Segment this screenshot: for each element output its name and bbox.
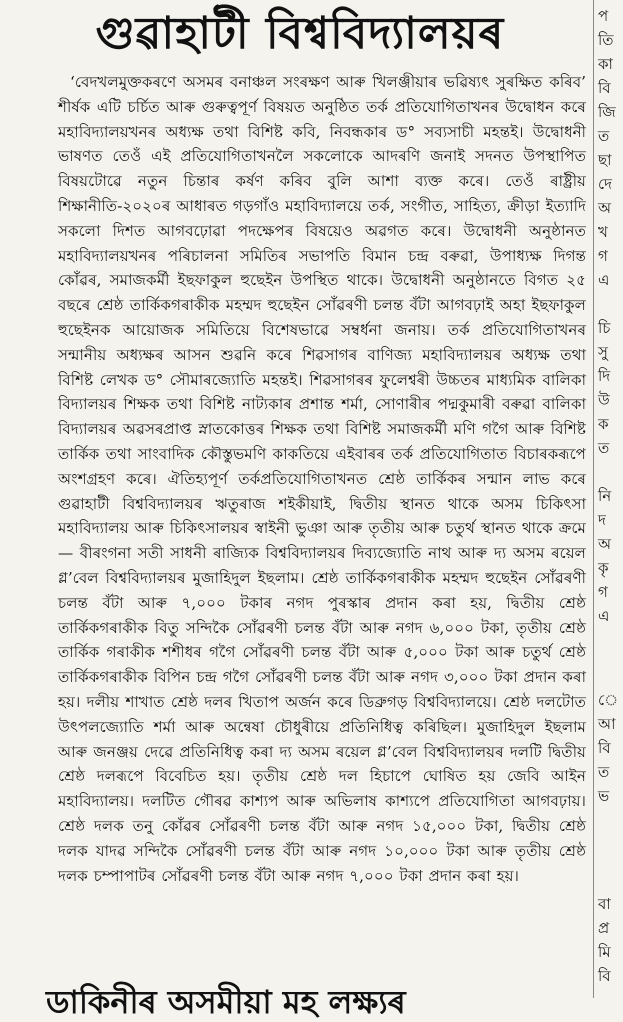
fragment-line: মি: [598, 943, 611, 961]
fragment-line: অ: [598, 535, 611, 553]
fragment-line: ে: [598, 691, 619, 709]
article-headline: গুৱাহাটী বিশ্ববিদ্যালয়ৰ: [95, 8, 505, 59]
fragment-line: ছা: [598, 151, 612, 169]
fragment-line: ত: [598, 763, 610, 781]
fragment-line: আ: [598, 715, 616, 733]
fragment-line: খ: [598, 223, 608, 241]
fragment-line: দ: [598, 511, 606, 529]
fragment-line: বা: [598, 895, 611, 913]
fragment-line: ত: [598, 439, 610, 457]
fragment-line: গ: [598, 247, 608, 265]
fragment-line: দি: [598, 367, 611, 385]
fragment-line: দে: [598, 175, 612, 193]
fragment-line: চি: [598, 319, 611, 337]
fragment-line: এ: [598, 271, 610, 289]
fragment-line: নি: [598, 487, 612, 505]
fragment-line: এ: [598, 607, 610, 625]
fragment-line: ক: [598, 415, 609, 433]
next-article-headline: ডাকিনীৰ অসমীয়া মহ লক্ষ্যৰ: [46, 983, 406, 1021]
column-divider: [593, 0, 594, 998]
fragment-line: ভ: [598, 787, 610, 805]
fragment-line: অ: [598, 199, 611, 217]
fragment-line: গ: [598, 583, 608, 601]
fragment-line: উ: [598, 391, 610, 409]
fragment-line: বি: [598, 967, 611, 985]
fragment-line: কৃ: [598, 559, 609, 577]
fragment-line: বি: [598, 79, 611, 97]
fragment-line: কা: [598, 55, 613, 73]
fragment-line: জি: [598, 103, 616, 121]
fragment-line: প্র: [598, 919, 610, 937]
fragment-line: তি: [598, 31, 614, 49]
article-body: ‘বেদখলমুক্তকৰণে অসমৰ বনাঞ্চল সংৰক্ষণ আৰু খিলঞ্জীয়াৰ ভৱিষ্যৎ সুৰক্ষিত কৰিব’ শীৰ্ষক এটি চৰ্চিত আৰু গুৰুত্বপূৰ্ণ বিষয়ত অনুষ্ঠিত তৰ্ক প্ৰতিযোগিতাখনৰ উদ্বোধন কৰে মহাবিদ্যালয়খনৰ অধ্যক্ষ তথা বিশিষ্ট কবি, নিবন্ধকাৰ ড° সব্যসাচী মহন্তই। উদ্বোধনী ভাষণত তেওঁ এই প্ৰতিযোগিতাখনলৈ সকলোকে আদৰণি জনাই সদনত উপস্থাপিত বিষয়টোৱে নতুন চিন্তাৰ কৰ্ষণ কৰিব বুলি আশা ব্যক্ত কৰে। তেওঁ ৰাষ্ট্ৰীয় শিক্ষানীতি-২০২০ৰ আধাৰত গড়গাঁও মহাবিদ্যালয়ে তৰ্ক, সংগীত, সাহিত্য, ক্ৰীড়া ইত্যাদি সকলো দিশত আগবঢ়োৱা পদক্ষেপৰ বিষয়েও অৱগত কৰে। উদ্বোধনী অনুষ্ঠানত মহাবিদ্যালয়খনৰ পৰিচালনা সমিতিৰ সভাপতি বিমান চন্দ্ৰ বৰুৱা, উপাধ্যক্ষ দিগন্ত কোঁৱৰ, সমাজকৰ্মী ইছফাকুল হুছেইন উপস্থিত থাকে। উদ্বোধনী অনুষ্ঠানতে বিগত ২৫ বছৰে শ্ৰেষ্ঠ তাৰ্কিকগৰাকীক মহম্মদ হুছেইন সোঁৱৰণী চলন্ত বঁটা আগবঢ়াই অহা ইছফাকুল হুছেইনক আয়োজক সমিতিয়ে বিশেষভাৱে সম্বৰ্ধনা জনায়। তৰ্ক প্ৰতিযোগিতাখনৰ সন্মানীয় অধ্যক্ষৰ আসন শুৱনি কৰে শিৱসাগৰ বাণিজ্য মহাবিদ্যালয়ৰ অধ্যক্ষ তথা বিশিষ্ট লেখক ড° সৌমাৰজ্যোতি মহন্তই। শিৱসাগৰৰ ফুলেশ্বৰী উচ্চতৰ মাধ্যমিক বালিকা বিদ্যালয়ৰ শিক্ষক তথা বিশিষ্ট নাট্যকাৰ প্ৰশান্ত শৰ্মা, সোণাৰীৰ পদ্মকুমাৰী বৰুৱা বালিকা বিদ্যালয়ৰ অৱসৰপ্ৰাপ্ত স্নাতকোত্তৰ শিক্ষক তথা বিশিষ্ট সমাজকৰ্মী মণি গগৈ আৰু বিশিষ্ট তাৰ্কিক তথা সাংবাদিক কৌস্তুভমণি কাকতিয়ে এইবাৰৰ তৰ্ক প্ৰতিযোগিতাত বিচাৰকৰূপে অংশগ্ৰহণ কৰে। ঐতিহ্যপূৰ্ণ তৰ্কপ্ৰতিযোগিতাখনত শ্ৰেষ্ঠ তাৰ্কিকৰ সন্মান লাভ কৰে গুৱাহাটী বিশ্ববিদ্যালয়ৰ ঋতুৰাজ শইকীয়াই, দ্বিতীয় স্থানত থাকে অসম চিকিৎসা মহাবিদ্যালয় আৰু চিকিৎসালয়ৰ স্বাইনী ভুঞা আৰু তৃতীয় আৰু চতুৰ্থ স্থানত থাকে ক্ৰমে— বীৰংগনা সতী সাধনী ৰাজ্যিক বিশ্ববিদ্যালয়ৰ দিব্যজ্যোতি নাথ আৰু দ্য অসম ৰয়েল গ্ল’বেল বিশ্ববিদ্যালয়ৰ মুজাহিদুল ইছলাম। শ্ৰেষ্ঠ তাৰ্কিকগৰাকীক মহম্মদ হুছেইন সোঁৱৰণী চলন্ত বঁটা আৰু ৭,০০০ টকাৰ নগদ পুৰস্কাৰ প্ৰদান কৰা হয়, দ্বিতীয় শ্ৰেষ্ঠ তাৰ্কিকগৰাকীক বিতু সন্দিকৈ সোঁৱৰণী চলন্ত বঁটা আৰু নগদ ৬,০০০ টকা, তৃতীয় শ্ৰেষ্ঠ তাৰ্কিক গৰাকীক শশীধৰ গগৈ সোঁৱৰণী চলন্ত বঁটা আৰু ৫,০০০ টকা আৰু চতুৰ্থ শ্ৰেষ্ঠ তাৰ্কিকগৰাকীক বিপিন চন্দ্ৰ গগৈ সোঁৱৰণী চলন্ত বঁটা আৰু নগদ ৩,০০০ টকা প্ৰদান কৰা হয়। দলীয় শাখাত শ্ৰেষ্ঠ দলৰ খিতাপ অৰ্জন কৰে ডিব্ৰুগড় বিশ্ববিদ্যালয়ে। শ্ৰেষ্ঠ দলটোত উৎপলজ্যোতি শৰ্মা আৰু অন্বেষা চৌধুৰীয়ে প্ৰতিনিধিত্ব কৰিছিল। মুজাহিদুল ইছলাম আৰু জনঞ্জয় দেৱে প্ৰতিনিধিত্ব কৰা দ্য অসম ৰয়েল গ্ল’বেল বিশ্ববিদ্যালয়ৰ দলটি দ্বিতীয় শ্ৰেষ্ঠ দলৰূপে বিবেচিত হয়। তৃতীয় শ্ৰেষ্ঠ দল হিচাপে ঘোষিত হয় জেবি আইন মহাবিদ্যালয়। দলটিত গৌৰৱ কাশ্যপ আৰু অভিলাষ কাশ্যপে প্ৰতিযোগিতা আগবঢ়ায়। শ্ৰেষ্ঠ দলক তনু কোঁৱৰ সোঁৱৰণী চলন্ত বঁটা আৰু নগদ ১৫,০০০ টকা, দ্বিতীয় শ্ৰেষ্ঠ দলক যাদৱ সন্দিকৈ সোঁৱৰণী চলন্ত বঁটা আৰু নগদ ১০,০০০ টকা আৰু তৃতীয় শ্ৰেষ্ঠ দলক চম্পাপাটৰ সোঁৱৰণী চলন্ত বঁটা আৰু নগদ ৭,০০০ টকা প্ৰদান কৰা হয়।: [58, 73, 586, 885]
fragment-line: সু: [598, 343, 608, 361]
fragment-line: প: [598, 7, 609, 25]
fragment-line: ত: [598, 127, 610, 145]
adjacent-column-fragment: [598, 0, 623, 998]
fragment-line: বি: [598, 739, 611, 757]
